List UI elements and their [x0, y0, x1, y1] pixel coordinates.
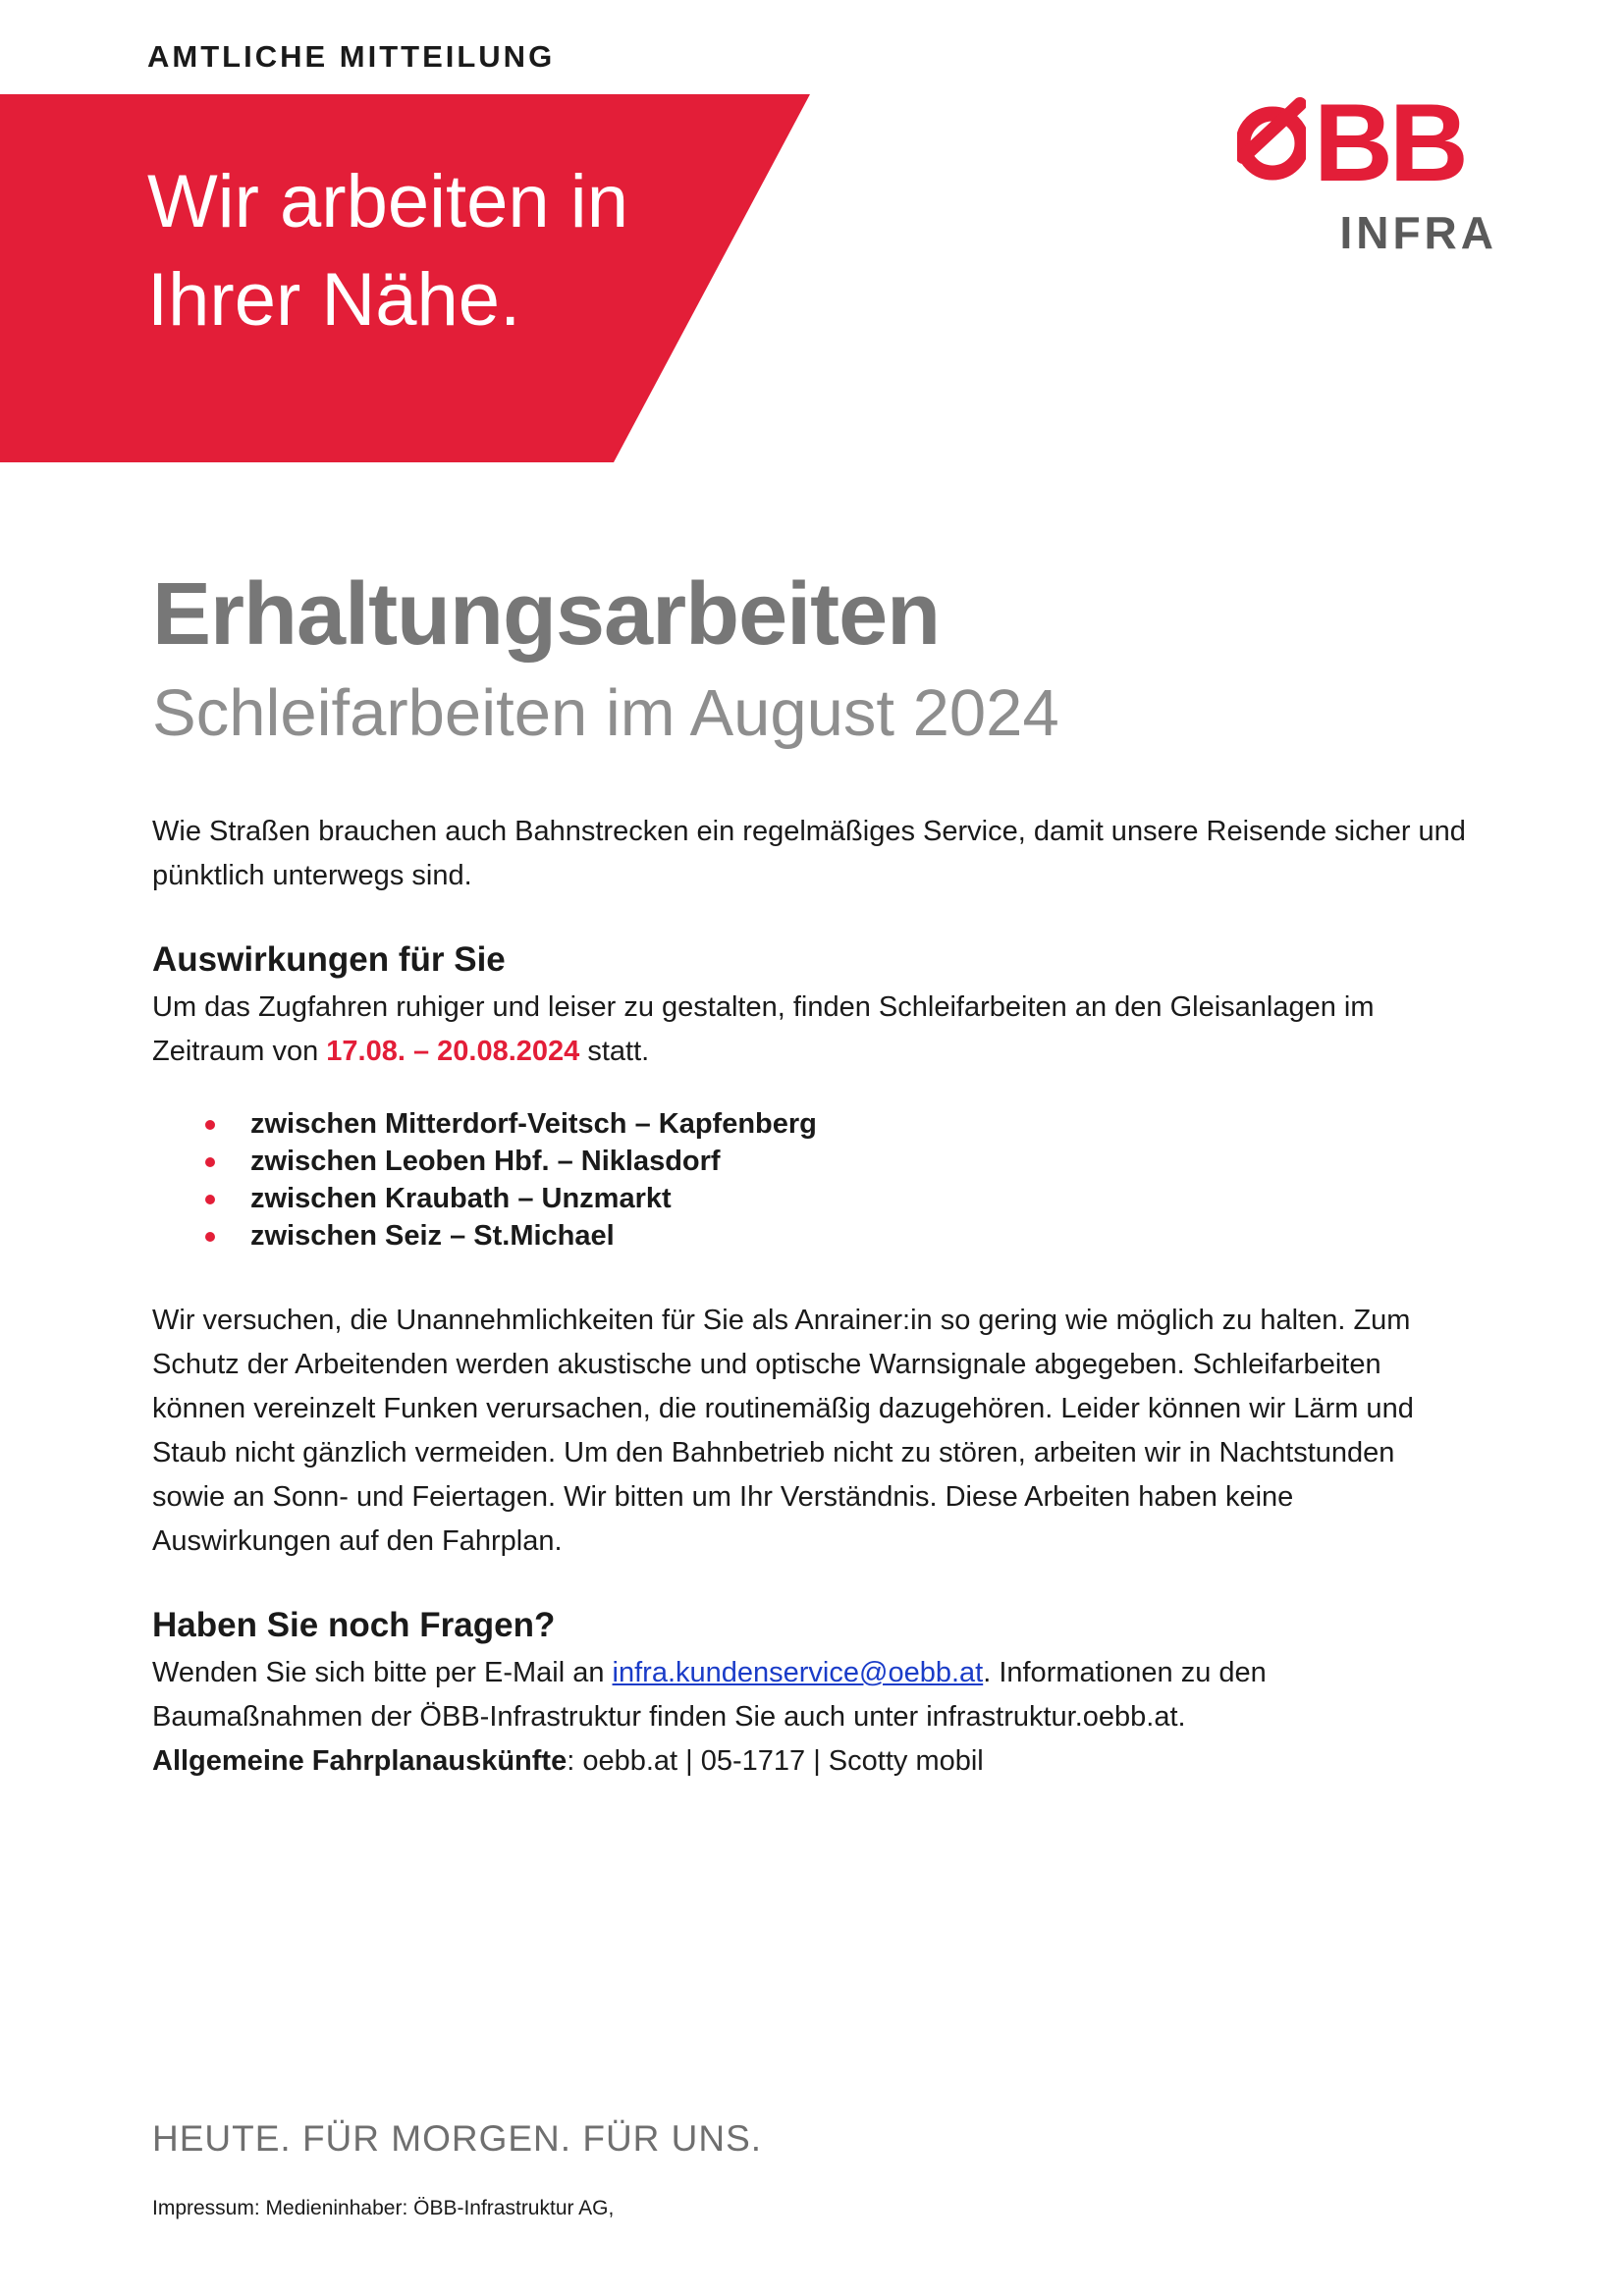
list-item: [201, 1217, 817, 1255]
section-list: [201, 1105, 817, 1255]
questions-paragraph: [152, 1651, 1468, 1784]
bullet-icon: [205, 1157, 215, 1167]
bullet-icon: [205, 1232, 215, 1242]
banner-headline: [147, 153, 628, 349]
impact-paragraph: [152, 986, 1468, 1074]
impact-text-before: Um das Zugfahren ruhiger und leiser zu gestalten, finden Schleifarbeiten an den Gleisanlagen im Zeitraum von: [152, 991, 1375, 1067]
svg-text:BB: BB: [1314, 96, 1465, 187]
intro-paragraph: Wie Straßen brauchen auch Bahnstrecken ein regelmäßiges Service, damit unsere Reisende sicher und pünktlich unterwegs sind.: [152, 816, 1466, 891]
email-link[interactable]: infra.kundenservice@oebb.at: [612, 1657, 984, 1688]
timetable-label: Allgemeine Fahrplanauskünfte: [152, 1745, 568, 1777]
bullet-icon: [205, 1120, 215, 1130]
questions-text-before: Wenden Sie sich bitte per E-Mail an: [152, 1657, 613, 1688]
date-range: 17.08. – 20.08.2024: [326, 1036, 580, 1067]
logo-bb-letters: [1237, 96, 1497, 187]
page-title: Erhaltungsarbeiten: [152, 565, 941, 664]
logo-infra-text: INFRA: [1339, 207, 1497, 258]
footer-slogan: HEUTE. FÜR MORGEN. FÜR UNS.: [152, 2118, 763, 2159]
list-item-text: zwischen Mitterdorf-Veitsch – Kapfenberg: [250, 1108, 817, 1140]
footer-impressum: Impressum: Medieninhaber: ÖBB-Infrastruktur AG,: [152, 2197, 615, 2219]
impact-heading: Auswirkungen für Sie: [152, 940, 506, 979]
list-item-text: zwischen Seiz – St.Michael: [250, 1220, 615, 1252]
list-item-text: zwischen Kraubath – Unzmarkt: [250, 1183, 672, 1214]
body-paragraph: Wir versuchen, die Unannehmlichkeiten für Sie als Anrainer:in so gering wie möglich zu halten. Zum Schutz der Arbeitenden werden akustische und optische Warnsignale abgegeben. Schleifarbeiten können vereinzelt Funken verursachen, die routinemäßig dazugehören. Leider können wir Lärm und Staub nicht gänzlich vermeiden. Um den Bahnbetrieb nicht zu stören, arbeiten wir in Nachtstunden sowie an Sonn- und Feiertagen. Wir bitten um Ihr Verständnis. Diese Arbeiten haben keine Auswirkungen auf den Fahrplan.: [152, 1305, 1414, 1557]
list-item-text: zwischen Leoben Hbf. – Niklasdorf: [250, 1146, 721, 1177]
questions-text-after: . Informationen zu den Baumaßnahmen der ÖBB-Infrastruktur finden Sie auch unter infrastruktur.oebb.at.: [152, 1657, 1267, 1733]
questions-heading: Haben Sie noch Fragen?: [152, 1606, 556, 1644]
list-item: [201, 1180, 817, 1217]
banner-line-1: Wir arbeiten in: [147, 160, 628, 243]
bullet-icon: [205, 1195, 215, 1204]
list-item: [201, 1143, 817, 1180]
banner-line-2: Ihrer Nähe.: [147, 258, 521, 342]
official-notice-label: AMTLICHE MITTEILUNG: [147, 39, 556, 74]
list-item: [201, 1105, 817, 1143]
timetable-value: : oebb.at | 05-1717 | Scotty mobil: [567, 1745, 984, 1777]
red-banner: [0, 94, 815, 462]
page-subtitle: Schleifarbeiten im August 2024: [152, 676, 1059, 750]
obb-infra-logo: [1237, 96, 1497, 263]
impact-text-after: statt.: [579, 1036, 650, 1067]
